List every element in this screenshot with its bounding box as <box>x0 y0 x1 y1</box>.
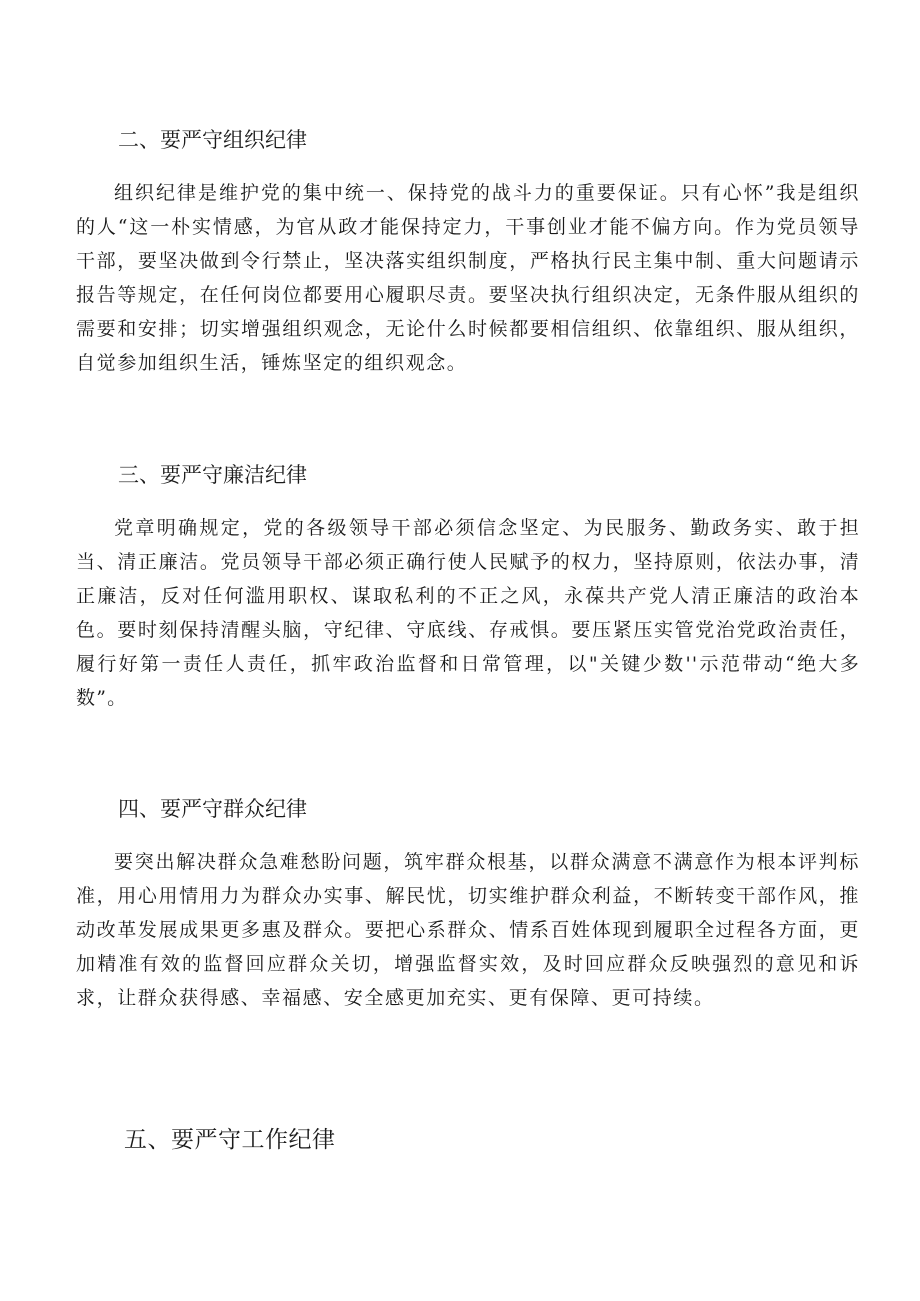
section-heading-work: 五、要严守工作纪律 <box>124 1127 336 1153</box>
section-body-masses: 要突出解决群众急难愁盼问题，筑牢群众根基，以群众满意不满意作为根本评判标准，用心用情用力为群众办实事、解民忧，切实维护群众利益，不断转变干部作风，推动改革发展成果更多惠及群众。要把心系群众、情系百姓体现到履职全过程各方面，更加精准有效的监督回应群众关切，增强监督实效，及时回应群众反映强烈的意见和诉求，让群众获得感、幸福感、安全感更加充实、更有保障、更可持续。 <box>76 851 860 1009</box>
section-heading-organization: 二、要严守组织纪律 <box>118 128 307 152</box>
section-heading-integrity: 三、要严守廉洁纪律 <box>118 463 307 487</box>
section-body-organization: 组织纪律是维护党的集中统一、保持党的战斗力的重要保证。只有心怀”我是组织的人“这一朴实情感，为官从政才能保持定力，干事创业才能不偏方向。作为党员领导干部，要坚决做到令行禁止，坚决落实组织制度，严格执行民主集中制、重大问题请示报告等规定，在任何岗位都要用心履职尽责。要坚决执行组织决定，无条件服从组织的需要和安排；切实增强组织观念，无论什么时候都要相信组织、依靠组织、服从组织，自觉参加组织生活，锤炼坚定的组织观念。 <box>76 182 860 374</box>
section-heading-masses: 四、要严守群众纪律 <box>118 797 307 821</box>
section-body-integrity: 党章明确规定，党的各级领导干部必须信念坚定、为民服务、勤政务实、敢于担当、清正廉洁。党员领导干部必须正确行使人民赋予的权力，坚持原则，依法办事，清正廉洁，反对任何滥用职权、谋取私利的不正之风，永葆共产党人清正廉洁的政治本色。要时刻保持清醒头脑，守纪律、守底线、存戒惧。要压紧压实管党治党政治责任，履行好第一责任人责任，抓牢政治监督和日常管理，以"关键少数''示范带动“绝大多数”。 <box>76 517 860 709</box>
